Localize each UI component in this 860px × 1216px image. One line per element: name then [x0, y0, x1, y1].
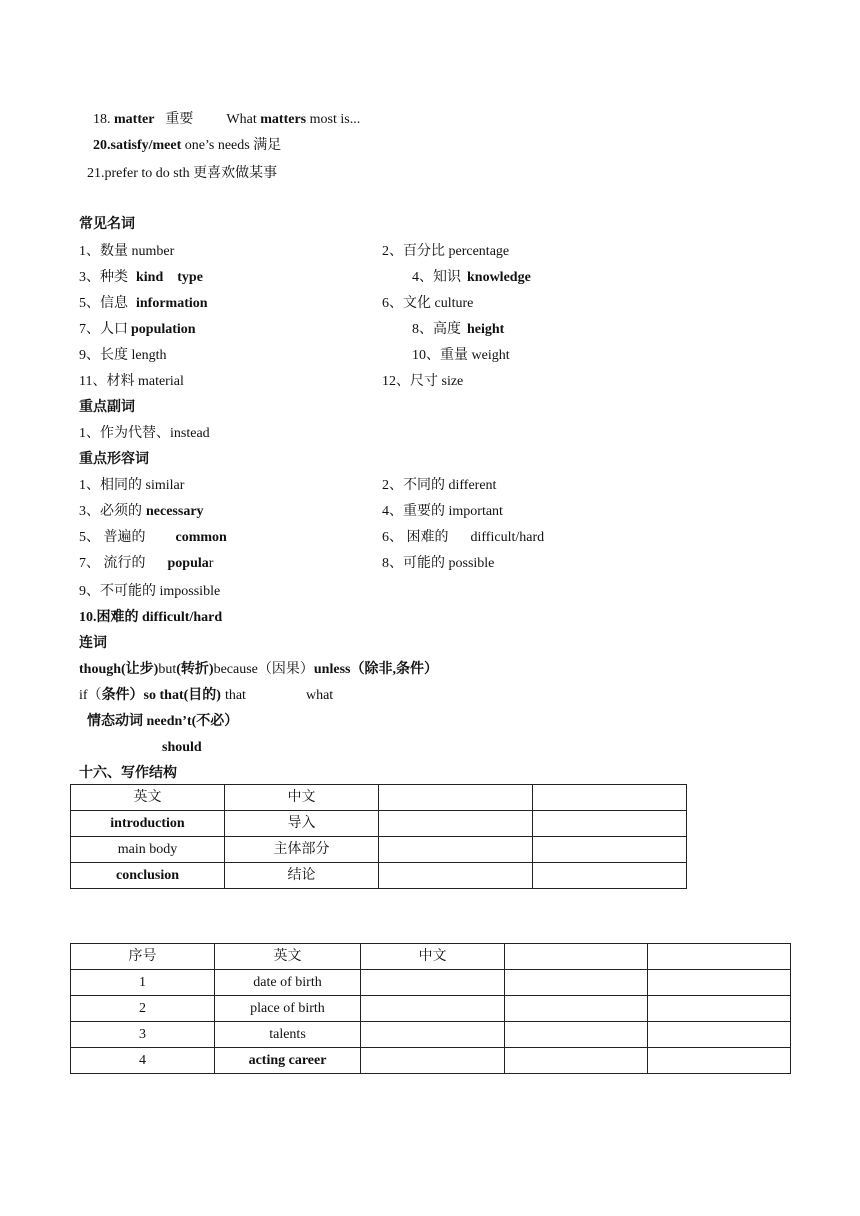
adjective-item — [79, 503, 204, 521]
table-row — [71, 837, 687, 863]
vocab-line-20 — [93, 137, 281, 155]
noun-cn: 8、高度 — [412, 322, 461, 337]
adjective-cn: 6、 困难的 — [382, 530, 449, 545]
section-heading-writing: 十六、写作结构 — [79, 766, 177, 781]
adjective-en: difficult/hard — [470, 530, 545, 545]
modal-verb-item: should — [162, 740, 202, 755]
table-cell: introduction — [71, 811, 225, 837]
noun-item: 9、长度 length — [79, 348, 167, 363]
noun-en: type — [177, 270, 203, 285]
table-cell — [361, 996, 505, 1022]
vocab-phrase: one’s needs — [184, 138, 250, 153]
table-cell: acting career — [215, 1048, 361, 1074]
noun-item — [79, 321, 196, 339]
table-cell — [361, 1048, 505, 1074]
table-cell — [505, 970, 648, 996]
noun-en: population — [131, 322, 196, 337]
table-row — [71, 944, 791, 970]
table-cell — [505, 944, 648, 970]
table-cell: 4 — [71, 1048, 215, 1074]
table-cell: 英文 — [71, 785, 225, 811]
noun-item — [79, 295, 208, 313]
noun-item: 6、文化 culture — [382, 296, 474, 311]
table-cell: 1 — [71, 970, 215, 996]
table-cell — [505, 1048, 648, 1074]
section-heading-nouns: 常见名词 — [79, 217, 135, 232]
adjective-item — [79, 555, 213, 573]
adjective-cn: 5、 普遍的 — [79, 530, 146, 545]
noun-cn: 7、人口 — [79, 322, 128, 337]
noun-cn: 3、种类 — [79, 270, 128, 285]
table-row — [71, 970, 791, 996]
noun-item — [79, 269, 203, 287]
conjunction: what — [305, 688, 334, 703]
adjective-item: 10.困难的 difficult/hard — [79, 610, 223, 625]
writing-structure-table — [70, 784, 687, 889]
vocab-word: matter — [114, 112, 155, 127]
table-cell: conclusion — [71, 863, 225, 889]
noun-item: 12、尺寸 size — [382, 374, 464, 389]
section-heading-adverbs: 重点副词 — [79, 400, 135, 415]
vocab-meaning: 更喜欢做某事 — [193, 166, 278, 181]
biography-table — [70, 943, 791, 1074]
table-cell: 中文 — [225, 785, 379, 811]
table-cell: main body — [71, 837, 225, 863]
adjective-item: 4、重要的 important — [382, 504, 503, 519]
example-bold: matters — [260, 112, 307, 127]
noun-en: information — [136, 296, 208, 311]
noun-cn: 4、知识 — [412, 270, 461, 285]
table-cell: 结论 — [225, 863, 379, 889]
table-cell: 中文 — [361, 944, 505, 970]
table-cell — [379, 863, 533, 889]
noun-item — [412, 321, 504, 339]
table-row — [71, 1022, 791, 1048]
table-row — [71, 996, 791, 1022]
adjective-cn: 3、必须的 — [79, 504, 142, 519]
modal-verb-line: 情态动词 needn’t(不必） — [87, 714, 239, 729]
example-text: What — [226, 112, 257, 127]
adjective-en: common — [175, 530, 227, 545]
vocab-line-21 — [87, 165, 277, 183]
adjective-item: 8、可能的 possible — [382, 556, 495, 571]
adjective-cn: 7、 流行的 — [79, 556, 146, 571]
table-cell — [533, 837, 687, 863]
adjective-item — [79, 529, 227, 547]
conjunction: (转折) — [176, 662, 214, 677]
table-cell — [648, 970, 791, 996]
adjective-en: necessary — [146, 504, 204, 519]
noun-cn: 5、信息 — [79, 296, 128, 311]
noun-item — [412, 269, 531, 287]
table-row — [71, 811, 687, 837]
table-cell — [505, 1022, 648, 1048]
table-cell — [533, 863, 687, 889]
conjunction-line — [79, 687, 333, 705]
example-text: most is... — [309, 112, 361, 127]
conjunction-line — [79, 661, 438, 679]
conjunction: if（ — [79, 688, 102, 703]
table-cell — [648, 1022, 791, 1048]
adjective-item — [382, 529, 544, 547]
noun-en: kind — [136, 270, 164, 285]
table-cell — [648, 1048, 791, 1074]
vocab-phrase: 21.prefer to do sth — [87, 166, 190, 181]
table-cell: place of birth — [215, 996, 361, 1022]
noun-item: 10、重量 weight — [412, 348, 510, 363]
table-cell: 3 — [71, 1022, 215, 1048]
conjunction: unless（除非,条件） — [313, 662, 438, 677]
item-number: 18. — [93, 112, 111, 127]
vocab-meaning: 满足 — [253, 138, 282, 153]
table-cell: date of birth — [215, 970, 361, 996]
conjunction: 条件）so that(目的) — [101, 688, 221, 703]
conjunction: but — [158, 662, 177, 677]
conjunction: though(让步) — [79, 662, 159, 677]
table-cell: 2 — [71, 996, 215, 1022]
noun-item: 2、百分比 percentage — [382, 244, 510, 259]
noun-en: height — [467, 322, 505, 337]
section-heading-adjectives: 重点形容词 — [79, 452, 149, 467]
table-cell: 主体部分 — [225, 837, 379, 863]
table-cell: 导入 — [225, 811, 379, 837]
adjective-item: 9、不可能的 impossible — [79, 584, 221, 599]
table-cell — [379, 837, 533, 863]
table-cell: talents — [215, 1022, 361, 1048]
noun-en: knowledge — [467, 270, 531, 285]
vocab-meaning: 重要 — [165, 112, 194, 127]
table-cell — [648, 944, 791, 970]
adjective-en: r — [208, 556, 214, 571]
adverb-item: 1、作为代替、instead — [79, 426, 210, 441]
table-cell — [505, 996, 648, 1022]
vocab-line-18 — [93, 111, 360, 129]
adjective-en: popula — [167, 556, 209, 571]
adjective-item: 2、不同的 different — [382, 478, 497, 493]
table-cell: 序号 — [71, 944, 215, 970]
table-cell — [361, 970, 505, 996]
table-cell — [361, 1022, 505, 1048]
table-row — [71, 1048, 791, 1074]
adjective-item: 1、相同的 similar — [79, 478, 185, 493]
vocab-word: 20.satisfy/meet — [93, 138, 182, 153]
noun-item: 1、数量 number — [79, 244, 175, 259]
table-row — [71, 863, 687, 889]
table-cell — [533, 785, 687, 811]
table-cell — [379, 811, 533, 837]
section-heading-conjunctions: 连词 — [79, 636, 107, 651]
table-cell: 英文 — [215, 944, 361, 970]
table-cell — [533, 811, 687, 837]
noun-item: 11、材料 material — [79, 374, 184, 389]
table-cell — [648, 996, 791, 1022]
conjunction: that — [224, 688, 246, 703]
table-cell — [379, 785, 533, 811]
conjunction: because（因果） — [213, 662, 314, 677]
table-row — [71, 785, 687, 811]
